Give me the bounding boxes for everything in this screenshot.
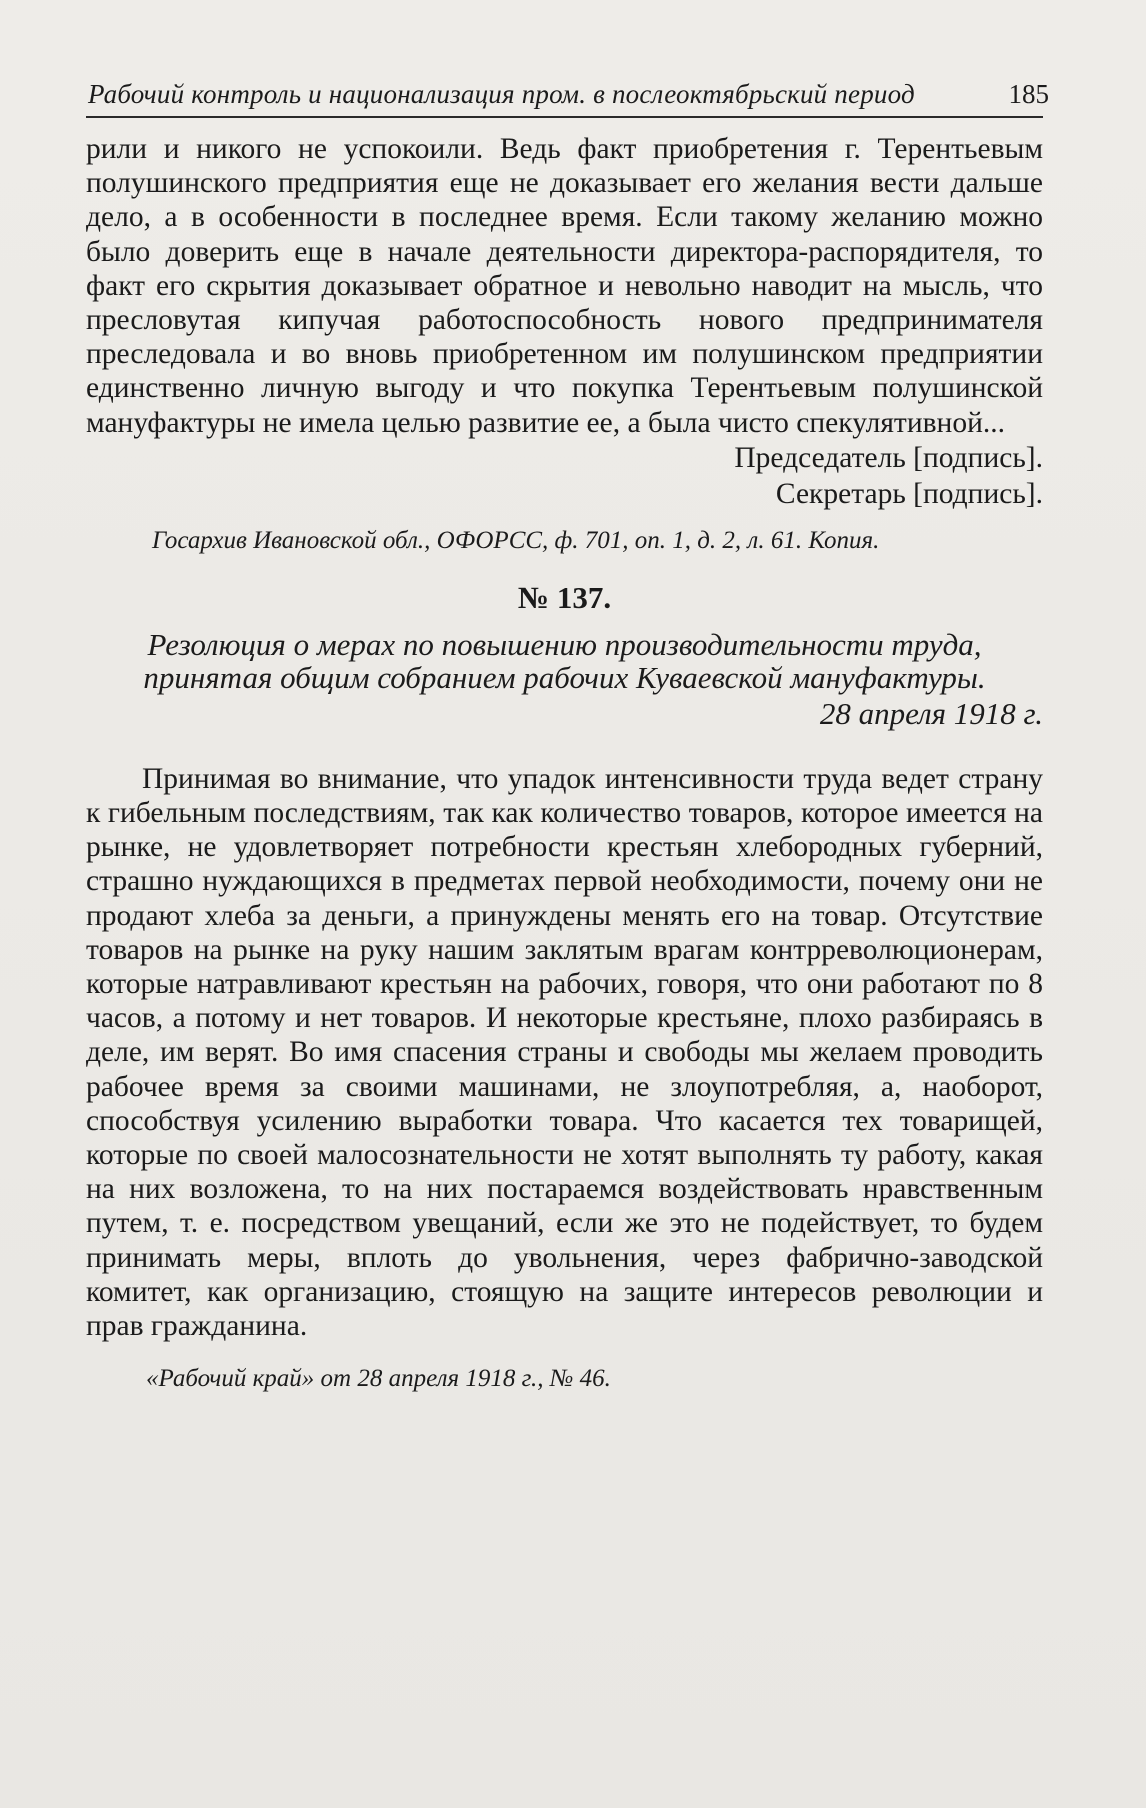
page-number: 185 (1008, 79, 1049, 109)
continued-paragraph: рили и никого не успокоили. Ведь факт приобретения г. Терентьевым полушинского предприятия еще не доказывает его желания вести дальше дело, а в особенности в последнее время. Если такому желанию можно было доверить еще в начале деятельности директора-распорядителя, то факт его скрытия доказывает обратное и невольно наводит на мысль, что пресловутая кипучая работоспособность нового предпринимателя преследовала и во вновь приобретенном им полушинском предприятии единственно личную выгоду и что покупка Терентьевым полушинской мануфактуры не имела целью развитие ее, а была чисто спекулятивной... (86, 133, 1043, 439)
running-header (86, 70, 1049, 118)
document-source: «Рабочий край» от 28 апреля 1918 г., № 46. (146, 1365, 611, 1393)
document-body: Принимая во внимание, что упадок интенсивности труда ведет страну к гибельным последствиям, так как количество товаров, которое имеется на рынке, не удовлетворяет потребности крестьян хлебородных губерний, страшно нуждающихся в предметах первой необходимости, почему они не продают хлеба за деньги, а принуждены менять его на товар. Отсутствие товаров на рынке на руку нашим заклятым врагам контрреволюционерам, которые натравливают крестьян на рабочих, говоря, что они работают по 8 часов, а потому и нет товаров. И некоторые крестьяне, плохо разбираясь в деле, им верят. Во имя спасения страны и свободы мы желаем проводить рабочее время за своими машинами, не злоупотребляя, а, наоборот, способствуя усилению выработки товара. Что касается тех товарищей, которые по своей малосознательности не хотят выполнять ту работу, какая на них возложена, то на них постараемся воздействовать нравственным путем, т. е. посредством увещаний, если же это не подействует, то будем принимать меры, вплоть до увольнения, через фабрично-заводской комитет, как организацию, стоящую на защите интересов революции и прав гражданина. (86, 762, 1043, 1343)
document-number: № 137. (517, 579, 612, 615)
archive-source: Госархив Ивановской обл., ОФОРСС, ф. 701, оп. 1, д. 2, л. 61. Копия. (152, 526, 880, 554)
running-title: Рабочий контроль и национализация пром. в послеоктябрьский период (88, 79, 915, 109)
document-date: 28 апреля 1918 г. (819, 695, 1043, 731)
document-title: Резолюция о мерах по повышению производительности труда, принятая общим собранием рабочих Куваевской мануфактуры. (143, 626, 986, 695)
signature-secretary: Секретарь [подпись]. (775, 477, 1043, 510)
signature-chairman: Председатель [подпись]. (734, 441, 1043, 474)
